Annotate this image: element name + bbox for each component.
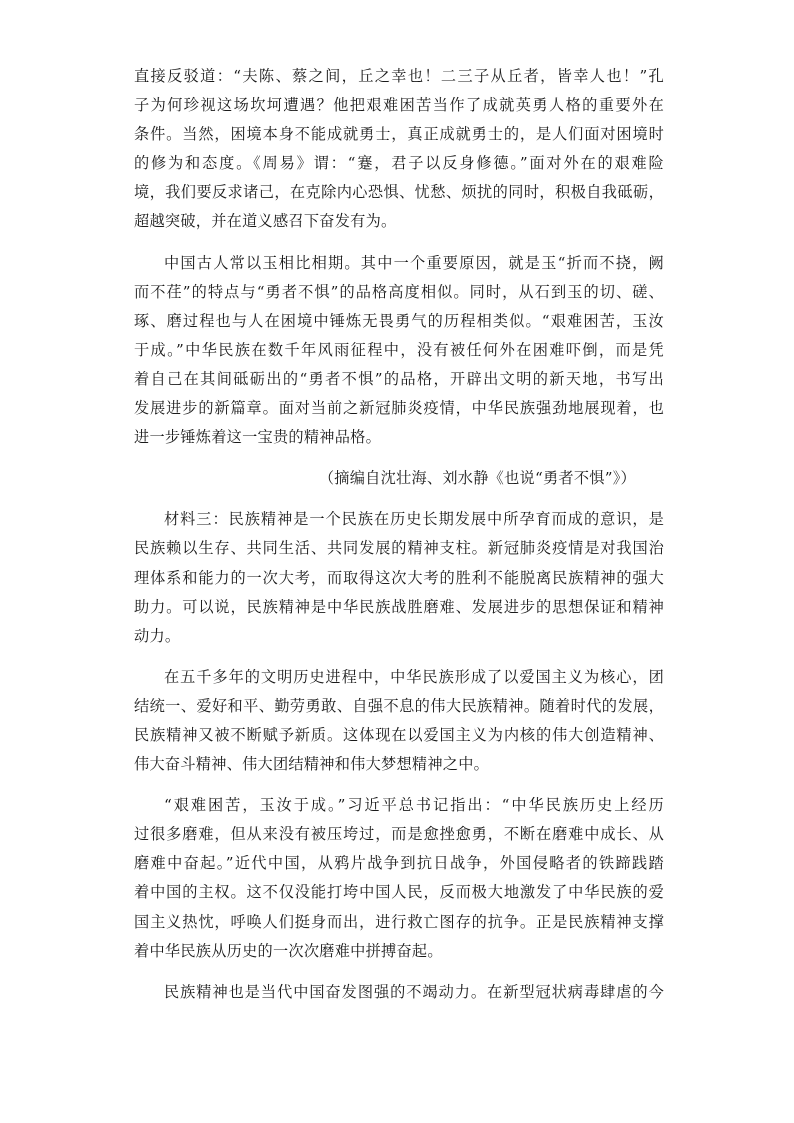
text-line: 直接反驳道：“夫陈、蔡之间，丘之幸也！二三子从丘者，皆幸人也！”孔: [134, 67, 664, 85]
text-line: 进一步锤炼着这一宝贵的精神品格。: [134, 428, 381, 447]
paragraph: [134, 249, 664, 453]
text-line: 子为何珍视这场坎坷遭遇？他把艰难困苦当作了成就英勇人格的重要外在: [134, 96, 664, 115]
text-line: 助力。可以说，民族精神是中华民族战胜磨难、发展进步的思想保证和精神: [134, 597, 664, 616]
text-line: 的修为和态度。《周易》谓：“蹇，君子以反身修德。”面对外在的艰难险: [134, 154, 664, 173]
text-line: 过很多磨难，但从来没有被压垮过，而是愈挫愈勇，不断在磨难中成长、从: [134, 825, 664, 844]
text-line: 磨难中奋起。”近代中国，从鸦片战争到抗日战争，外国侵略者的铁蹄践踏: [134, 854, 664, 873]
citation-text: （摘编自沈壮海、刘水静《也说“勇者不惧”》）: [318, 469, 636, 488]
text-line: 在五千多年的文明历史进程中，中华民族形成了以爱国主义为核心，团: [164, 667, 664, 686]
text-line: 着中国的主权。这不仅没能打垮中国人民，反而极大地激发了中华民族的爱: [134, 883, 664, 902]
text-line: 而不荏”的特点与“勇者不惧”的品格高度相似。同时，从石到玉的切、磋、: [134, 282, 664, 301]
paragraph: [134, 978, 664, 1007]
text-line: “艰难困苦，玉汝于成。”习近平总书记指出：“中华民族历史上经历: [164, 796, 664, 815]
paragraph: [134, 62, 664, 237]
text-line: 中国古人常以玉相比相期。其中一个重要原因，就是玉“折而不挠，阙: [164, 253, 664, 272]
text-line: 理体系和能力的一次大考，而取得这次大考的胜利不能脱离民族精神的强大: [134, 568, 664, 587]
text-line: 民族赖以生存、共同生活、共同发展的精神支柱。新冠肺炎疫情是对我国治: [134, 539, 664, 558]
text-line: 琢、磨过程也与人在困境中锤炼无畏勇气的历程相类似。“艰难困苦，玉汝: [134, 311, 664, 330]
text-line: 于成。”中华民族在数千年风雨征程中，没有被任何外在困难吓倒，而是凭: [134, 340, 664, 359]
text-line: 材料三：民族精神是一个民族在历史长期发展中所孕育而成的意识，是: [164, 510, 664, 529]
source-citation: [134, 464, 664, 493]
paragraph: [134, 505, 664, 650]
document-body: [134, 62, 664, 1007]
text-line: 境，我们要反求诸己，在克除内心恐惧、忧愁、烦扰的同时，积极自我砥砺，: [134, 183, 664, 202]
paragraph: [134, 791, 664, 966]
text-line: 超越突破，并在道义感召下奋发有为。: [134, 212, 397, 231]
text-line: 着中华民族从历史的一次次磨难中拼搏奋起。: [134, 941, 443, 960]
paragraph: [134, 663, 664, 779]
text-line: 条件。当然，困境本身不能成就勇士，真正成就勇士的，是人们面对困境时: [134, 125, 664, 144]
text-line: 民族精神也是当代中国奋发图强的不竭动力。在新型冠状病毒肆虐的今: [164, 982, 664, 1001]
text-line: 着自己在其间砥砺出的“勇者不惧”的品格，开辟出文明的新天地，书写出: [134, 369, 664, 388]
text-line: 发展进步的新篇章。面对当前之新冠肺炎疫情，中华民族强劲地展现着，也: [134, 399, 664, 418]
text-line: 结统一、爱好和平、勤劳勇敢、自强不息的伟大民族精神。随着时代的发展，: [134, 696, 664, 715]
text-line: 国主义热忱，呼唤人们挺身而出，进行救亡图存的抗争。正是民族精神支撑: [134, 912, 664, 931]
text-line: 民族精神又被不断赋予新质。这体现在以爱国主义为内核的伟大创造精神、: [134, 725, 664, 744]
text-line: 动力。: [134, 626, 181, 645]
text-line: 伟大奋斗精神、伟大团结精神和伟大梦想精神之中。: [134, 755, 490, 774]
